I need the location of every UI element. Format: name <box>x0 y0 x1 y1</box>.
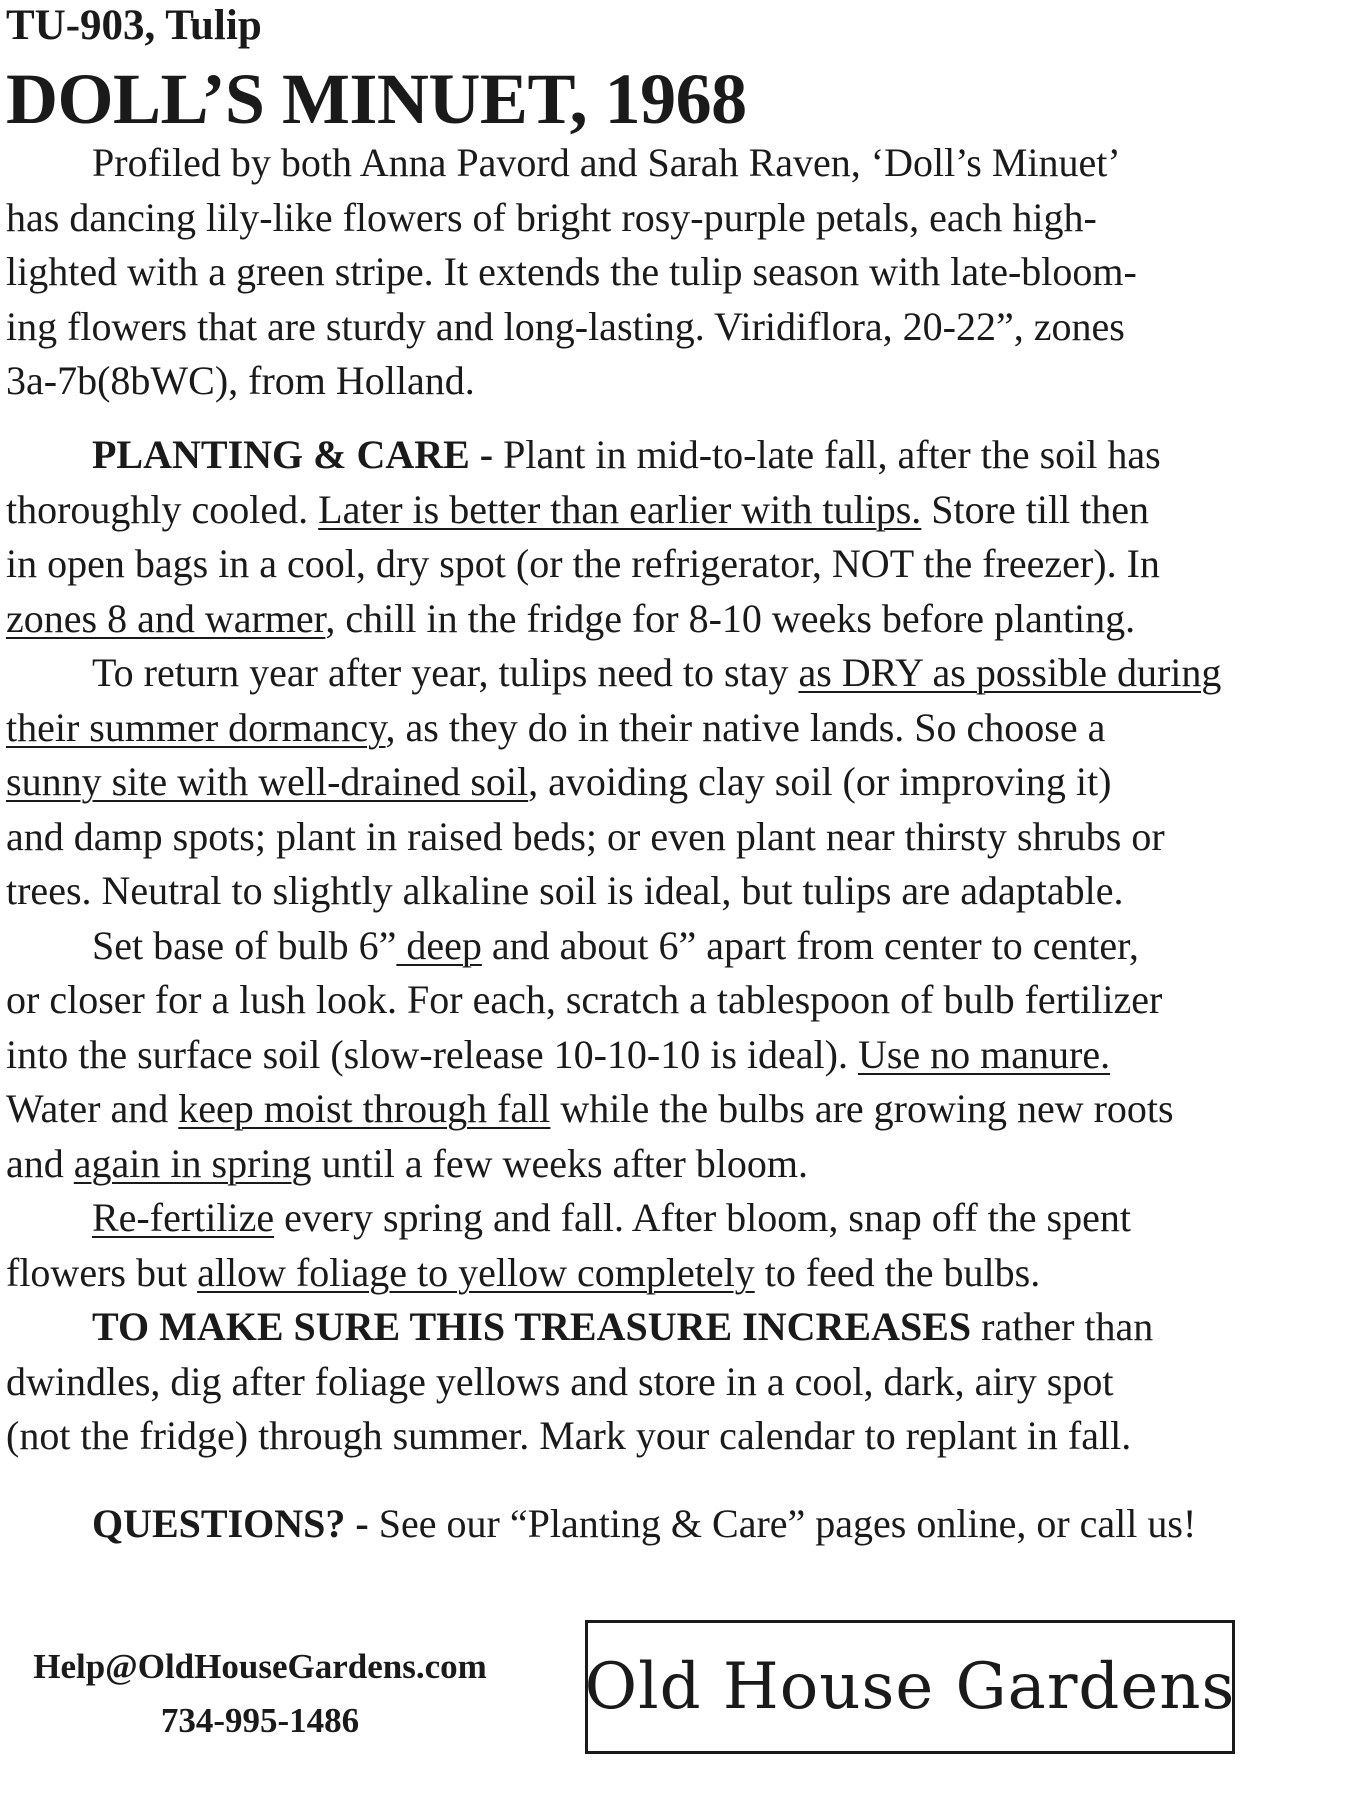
care-text: , avoiding clay soil (or improving it) <box>528 759 1112 804</box>
intro-line: lighted with a green stripe. It extends the tulip season with late-bloom- <box>6 249 1137 294</box>
care-text: every spring and fall. After bloom, snap off the spent <box>274 1195 1131 1240</box>
care-line <box>6 428 1296 483</box>
care-line: dwindles, dig after foliage yellows and store in a cool, dark, airy spot <box>6 1358 1114 1404</box>
emphasis-underline: keep moist through fall <box>178 1086 551 1131</box>
emphasis-underline: deep <box>396 922 482 968</box>
care-line <box>6 919 1296 974</box>
brand-logo-text: Old House Gardens <box>584 1650 1236 1724</box>
care-text: to feed the bulbs. <box>754 1249 1041 1295</box>
care-text: Water and <box>6 1086 179 1131</box>
emphasis-underline: Use no manure. <box>857 1031 1111 1077</box>
care-line <box>6 701 1296 756</box>
product-title: DOLL’S MINUET, 1968 <box>6 59 747 139</box>
care-line: trees. Neutral to slightly alkaline soil is ideal, but tulips are adaptable. <box>6 868 1124 913</box>
intro-paragraph <box>6 136 1296 409</box>
intro-line: has dancing lily-like flowers of bright rosy-purple petals, each high- <box>6 194 1097 240</box>
care-line: and damp spots; plant in raised beds; or even plant near thirsty shrubs or <box>6 813 1165 859</box>
care-line: or closer for a lush look. For each, scratch a tablespoon of bulb fertilizer <box>6 977 1163 1022</box>
questions-heading: QUESTIONS? - <box>92 1501 369 1546</box>
product-code: TU-903, Tulip <box>6 2 262 49</box>
emphasis-underline: their summer dormancy <box>6 704 386 750</box>
emphasis-underline: sunny site with well-drained soil <box>6 759 529 804</box>
care-text: Plant in mid-to-late fall, after the soil has <box>493 432 1161 477</box>
care-line <box>6 483 1296 538</box>
emphasis-underline: as DRY as possible during <box>798 650 1222 695</box>
care-line: in open bags in a cool, dry spot (or the refrigerator, NOT the freezer). In <box>6 541 1160 586</box>
care-text: thoroughly cooled. <box>6 486 319 532</box>
care-text: flowers but <box>6 1249 198 1295</box>
questions-section <box>6 1497 1296 1552</box>
care-line: (not the fridge) through summer. Mark your calendar to replant in fall. <box>6 1413 1132 1458</box>
care-line <box>6 1028 1296 1083</box>
questions-line <box>6 1497 1296 1552</box>
care-line <box>6 646 1296 701</box>
contact-block <box>10 1640 510 1748</box>
care-line <box>6 1191 1296 1246</box>
care-line <box>6 592 1296 647</box>
care-text: and about 6” apart from center to center, <box>481 922 1139 968</box>
care-line <box>6 1300 1296 1355</box>
care-line <box>6 1137 1296 1192</box>
emphasis-underline: allow foliage to yellow completely <box>197 1249 755 1295</box>
contact-email[interactable]: Help@OldHouseGardens.com <box>33 1647 487 1686</box>
emphasis-underline: Re-fertilize <box>92 1195 275 1240</box>
planting-care-section <box>6 428 1296 1464</box>
care-line <box>6 755 1296 810</box>
care-text: while the bulbs are growing new roots <box>550 1086 1174 1131</box>
care-text: Set base of bulb 6” <box>92 922 397 968</box>
care-text: To return year after year, tulips need to stay <box>92 650 799 695</box>
intro-line: ing flowers that are sturdy and long-lasting. Viridiflora, 20-22”, zones <box>6 303 1125 349</box>
intro-line: Profiled by both Anna Pavord and Sarah Raven, ‘Doll’s Minuet’ <box>92 140 1121 185</box>
care-text: Store till then <box>921 486 1150 532</box>
emphasis-underline: zones 8 and warmer <box>6 595 326 641</box>
intro-line: 3a-7b(8bWC), from Holland. <box>6 358 475 403</box>
care-text: , as they do in their native lands. So choose a <box>385 704 1106 750</box>
emphasis-underline: Later is better than earlier with tulips. <box>318 486 922 532</box>
care-text: , chill in the fridge for 8-10 weeks before planting. <box>325 595 1136 641</box>
care-text: rather than <box>971 1304 1154 1349</box>
care-line <box>6 1246 1296 1301</box>
care-text: until a few weeks after bloom. <box>311 1140 809 1186</box>
care-text: and <box>6 1140 74 1186</box>
care-line <box>6 1082 1296 1137</box>
emphasis-underline: again in spring <box>73 1140 312 1186</box>
contact-phone[interactable]: 734-995-1486 <box>160 1701 360 1740</box>
care-text: into the surface soil (slow-release 10-10-10 is ideal). <box>6 1031 858 1077</box>
planting-care-heading: PLANTING & CARE - <box>92 432 494 477</box>
treasure-heading: TO MAKE SURE THIS TREASURE INCREASES <box>92 1304 972 1349</box>
brand-logo <box>585 1620 1235 1754</box>
questions-text: See our “Planting & Care” pages online, or call us! <box>368 1501 1197 1546</box>
